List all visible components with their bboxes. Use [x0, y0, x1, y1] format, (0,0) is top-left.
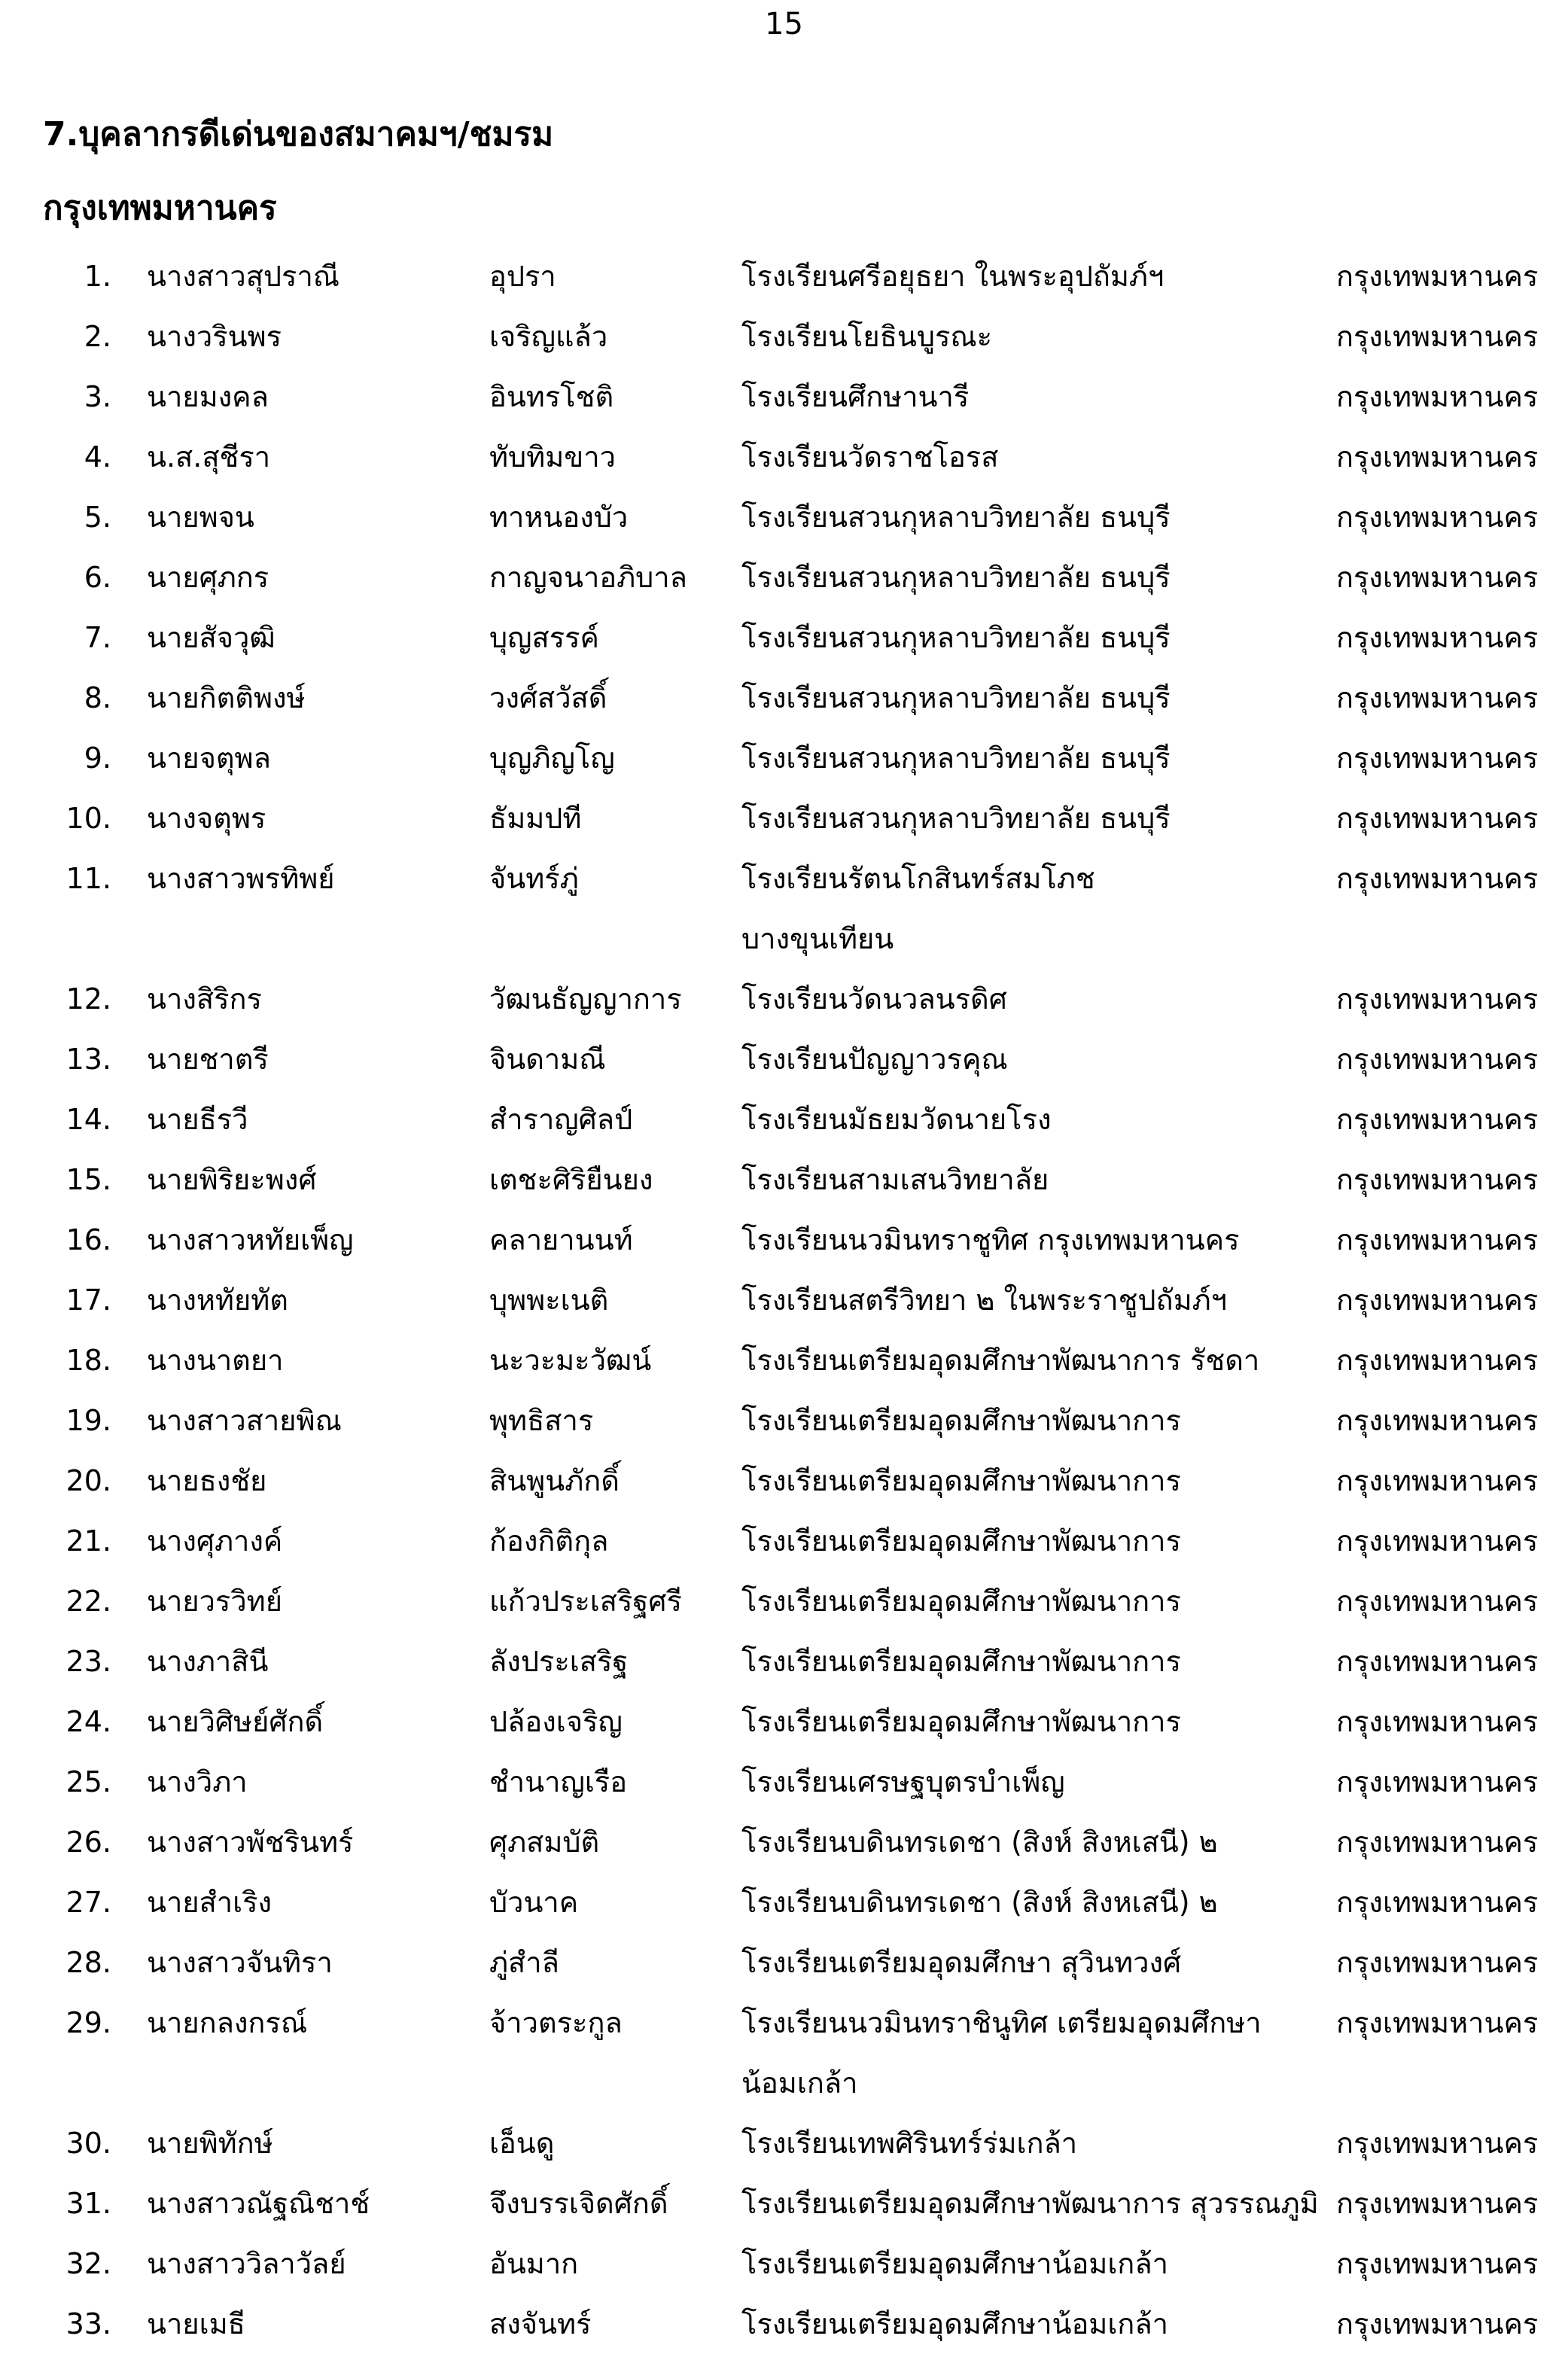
- school-name-line1: โรงเรียนบดินทรเดชา (สิงห์ สิงหเสนี) ๒: [741, 1826, 1218, 1859]
- cell-province: กรุงเทพมหานคร: [1336, 621, 1539, 654]
- school-name-line1: โรงเรียนเตรียมอุดมศึกษา สุวินทวงศ์: [741, 1946, 1182, 1979]
- cell-school: [741, 1571, 1336, 1631]
- cell-first-name: นางสิริกร: [147, 982, 262, 1016]
- cell-school: [741, 788, 1336, 848]
- cell-row-number: 26.: [65, 1826, 111, 1859]
- region-heading: กรุงเทพมหานคร: [43, 189, 277, 227]
- cell-last-name: อินทรโชติ: [489, 380, 614, 413]
- school-name-line1: โรงเรียนศึกษานารี: [741, 380, 970, 413]
- cell-last-name: บุญภิญโญ: [489, 742, 615, 775]
- cell-first-name: น.ส.สุชีรา: [147, 440, 271, 474]
- page-number: 15: [765, 7, 803, 41]
- cell-row-number: 21.: [65, 1524, 111, 1558]
- cell-last-name: ทับทิมขาว: [489, 440, 616, 474]
- cell-row-number: 1.: [84, 260, 111, 293]
- cell-last-name: ภู่สำลี: [489, 1946, 559, 1979]
- cell-first-name: นายพจน: [147, 501, 254, 534]
- cell-first-name: นางสาวณัฐณิชาช์: [147, 2187, 370, 2220]
- cell-province: กรุงเทพมหานคร: [1336, 380, 1539, 413]
- cell-school: [741, 1029, 1336, 1089]
- cell-first-name: นายกลงกรณ์: [147, 2006, 308, 2039]
- table-row: [0, 608, 1568, 668]
- cell-row-number: 29.: [65, 2006, 111, 2039]
- cell-first-name: นางสาวพัชรินทร์: [147, 1826, 354, 1859]
- cell-row-number: 11.: [65, 862, 111, 895]
- cell-first-name: นายสำเริง: [147, 1886, 272, 1919]
- cell-row-number: 15.: [65, 1163, 111, 1196]
- cell-first-name: นายพิริยะพงศ์: [147, 1163, 317, 1196]
- cell-first-name: นายศุภกร: [147, 561, 269, 594]
- cell-last-name: คลายานนท์: [489, 1223, 633, 1256]
- cell-first-name: นางวิภา: [147, 1765, 248, 1798]
- school-name-line1: โรงเรียนเตรียมอุดมศึกษาพัฒนาการ สุวรรณภูมิ: [741, 2187, 1319, 2220]
- cell-first-name: นายเมธี: [147, 2307, 245, 2340]
- cell-last-name: ทาหนองบัว: [489, 501, 629, 534]
- school-name-line1: โรงเรียนศรีอยุธยา ในพระอุปถัมภ์ฯ: [741, 260, 1165, 293]
- school-name-line1: โรงเรียนเตรียมอุดมศึกษาพัฒนาการ: [741, 1705, 1181, 1738]
- cell-school: [741, 1511, 1336, 1571]
- cell-province: กรุงเทพมหานคร: [1336, 862, 1539, 895]
- table-row: [0, 1390, 1568, 1451]
- cell-province: กรุงเทพมหานคร: [1336, 742, 1539, 775]
- table-row: [0, 487, 1568, 547]
- cell-row-number: 24.: [65, 1705, 111, 1738]
- cell-province: กรุงเทพมหานคร: [1336, 1585, 1539, 1618]
- cell-last-name: วัฒนธัญญาการ: [489, 982, 682, 1016]
- cell-row-number: 18.: [65, 1344, 111, 1377]
- cell-row-number: 4.: [84, 440, 111, 474]
- cell-province: กรุงเทพมหานคร: [1336, 1284, 1539, 1317]
- table-row: [0, 427, 1568, 487]
- table-row: [0, 1210, 1568, 1270]
- cell-row-number: 30.: [65, 2127, 111, 2160]
- table-row: [0, 1872, 1568, 1932]
- school-name-line1: โรงเรียนวัดนวลนรดิศ: [741, 982, 1007, 1016]
- cell-first-name: นายชาตรี: [147, 1043, 269, 1076]
- table-row: [0, 2294, 1568, 2354]
- cell-first-name: นางจตุพร: [147, 802, 266, 835]
- school-name-line1: โรงเรียนเตรียมอุดมศึกษาพัฒนาการ: [741, 1585, 1181, 1618]
- table-row: [0, 547, 1568, 608]
- cell-school: [741, 306, 1336, 367]
- school-name-line1: โรงเรียนปัญญาวรคุณ: [741, 1043, 1008, 1076]
- cell-province: กรุงเทพมหานคร: [1336, 1163, 1539, 1196]
- table-row: [0, 1089, 1568, 1150]
- cell-row-number: 27.: [65, 1886, 111, 1919]
- cell-school: [741, 2234, 1336, 2294]
- cell-school: [741, 1150, 1336, 1210]
- table-row: [0, 728, 1568, 788]
- cell-province: กรุงเทพมหานคร: [1336, 982, 1539, 1016]
- cell-row-number: 19.: [65, 1404, 111, 1437]
- cell-last-name: พุทธิสาร: [489, 1404, 594, 1437]
- cell-province: กรุงเทพมหานคร: [1336, 2187, 1539, 2220]
- school-name-line1: โรงเรียนสตรีวิทยา ๒ ในพระราชูปถัมภ์ฯ: [741, 1284, 1227, 1317]
- cell-last-name: แก้วประเสริฐศรี: [489, 1585, 682, 1618]
- cell-row-number: 16.: [65, 1223, 111, 1256]
- cell-row-number: 23.: [65, 1645, 111, 1678]
- school-name-line1: โรงเรียนเศรษฐบุตรบำเพ็ญ: [741, 1765, 1065, 1798]
- cell-first-name: นางหทัยทัต: [147, 1284, 288, 1317]
- cell-school: [741, 427, 1336, 487]
- cell-school: [741, 1932, 1336, 1993]
- table-row: [0, 1932, 1568, 1993]
- cell-school: [741, 1812, 1336, 1872]
- cell-row-number: 9.: [84, 742, 111, 775]
- personnel-table: [0, 246, 1568, 2354]
- cell-first-name: นายวิศิษย์ศักดิ์: [147, 1705, 324, 1738]
- cell-first-name: นายธีรวี: [147, 1103, 248, 1136]
- school-name-line1: โรงเรียนสามเสนวิทยาลัย: [741, 1163, 1049, 1196]
- cell-first-name: นางสาวหทัยเพ็ญ: [147, 1223, 354, 1256]
- cell-first-name: นางนาตยา: [147, 1344, 284, 1377]
- cell-first-name: นางสาวพรทิพย์: [147, 862, 335, 895]
- table-row: [0, 2234, 1568, 2294]
- cell-school: [741, 608, 1336, 668]
- cell-last-name: จินดามณี: [489, 1043, 606, 1076]
- cell-last-name: บัวนาค: [489, 1886, 579, 1919]
- cell-province: กรุงเทพมหานคร: [1336, 1826, 1539, 1859]
- table-row: [0, 2173, 1568, 2234]
- cell-school: [741, 1089, 1336, 1150]
- school-name-line1: โรงเรียนรัตนโกสินทร์สมโภช: [741, 862, 1095, 895]
- school-name-line1: โรงเรียนโยธินบูรณะ: [741, 320, 993, 353]
- table-row: [0, 1029, 1568, 1089]
- cell-first-name: นายสัจวุฒิ: [147, 621, 276, 654]
- cell-school: [741, 1631, 1336, 1692]
- cell-province: กรุงเทพมหานคร: [1336, 1946, 1539, 1979]
- cell-province: กรุงเทพมหานคร: [1336, 1705, 1539, 1738]
- cell-last-name: ศุภสมบัติ: [489, 1826, 600, 1859]
- cell-school: [741, 2294, 1336, 2354]
- cell-province: กรุงเทพมหานคร: [1336, 2247, 1539, 2280]
- cell-province: กรุงเทพมหานคร: [1336, 440, 1539, 474]
- cell-row-number: 31.: [65, 2187, 111, 2220]
- school-name-line1: โรงเรียนเตรียมอุดมศึกษาพัฒนาการ รัชดา: [741, 1344, 1260, 1377]
- cell-first-name: นางสาววิลาวัลย์: [147, 2247, 346, 2280]
- cell-province: กรุงเทพมหานคร: [1336, 1344, 1539, 1377]
- cell-last-name: ธัมมปที: [489, 802, 582, 835]
- school-name-line1: โรงเรียนเตรียมอุดมศึกษาพัฒนาการ: [741, 1404, 1181, 1437]
- cell-first-name: นางสาวสุปราณี: [147, 260, 340, 293]
- table-row: [0, 1511, 1568, 1571]
- cell-province: กรุงเทพมหานคร: [1336, 1886, 1539, 1919]
- cell-row-number: 20.: [65, 1464, 111, 1497]
- cell-first-name: นายพิทักษ์: [147, 2127, 273, 2160]
- cell-row-number: 32.: [65, 2247, 111, 2280]
- cell-last-name: ก้องกิติกุล: [489, 1524, 609, 1558]
- table-row: [0, 788, 1568, 848]
- cell-last-name: เจริญแล้ว: [489, 320, 608, 353]
- cell-first-name: นางสาวจันทิรา: [147, 1946, 333, 1979]
- school-name-line1: โรงเรียนสวนกุหลาบวิทยาลัย ธนบุรี: [741, 621, 1171, 654]
- school-name-line1: โรงเรียนเตรียมอุดมศึกษาพัฒนาการ: [741, 1524, 1181, 1558]
- school-name-line1: โรงเรียนเทพศิรินทร์ร่มเกล้า: [741, 2127, 1078, 2160]
- school-name-line1: โรงเรียนสวนกุหลาบวิทยาลัย ธนบุรี: [741, 561, 1171, 594]
- cell-row-number: 3.: [84, 380, 111, 413]
- cell-last-name: สำราญศิลป์: [489, 1103, 633, 1136]
- cell-last-name: จันทร์ภู่: [489, 862, 579, 895]
- table-row: [0, 668, 1568, 728]
- school-name-line1: โรงเรียนวัดราชโอรส: [741, 440, 999, 474]
- cell-row-number: 33.: [65, 2307, 111, 2340]
- table-row: [0, 1752, 1568, 1812]
- cell-school: [741, 969, 1336, 1029]
- school-name-line1: โรงเรียนมัธยมวัดนายโรง: [741, 1103, 1052, 1136]
- school-name-line2: น้อมเกล้า: [741, 2066, 858, 2100]
- cell-school: [741, 1872, 1336, 1932]
- table-row: [0, 2113, 1568, 2173]
- cell-first-name: นางสาวสายพิณ: [147, 1404, 342, 1437]
- cell-school: [741, 1993, 1336, 2113]
- cell-row-number: 10.: [65, 802, 111, 835]
- cell-first-name: นายมงคล: [147, 380, 269, 413]
- cell-row-number: 8.: [84, 681, 111, 714]
- cell-province: กรุงเทพมหานคร: [1336, 320, 1539, 353]
- cell-row-number: 22.: [65, 1585, 111, 1618]
- school-name-line1: โรงเรียนบดินทรเดชา (สิงห์ สิงหเสนี) ๒: [741, 1886, 1218, 1919]
- cell-last-name: เอ็นดู: [489, 2127, 555, 2160]
- cell-school: [741, 1270, 1336, 1330]
- cell-province: กรุงเทพมหานคร: [1336, 802, 1539, 835]
- school-name-line1: โรงเรียนเตรียมอุดมศึกษาพัฒนาการ: [741, 1464, 1181, 1497]
- cell-school: [741, 728, 1336, 788]
- cell-province: กรุงเทพมหานคร: [1336, 501, 1539, 534]
- cell-row-number: 12.: [65, 982, 111, 1016]
- table-row: [0, 1812, 1568, 1872]
- cell-row-number: 25.: [65, 1765, 111, 1798]
- cell-last-name: ชำนาญเรือ: [489, 1765, 628, 1798]
- cell-last-name: บุพพะเนติ: [489, 1284, 609, 1317]
- table-row: [0, 1571, 1568, 1631]
- cell-province: กรุงเทพมหานคร: [1336, 681, 1539, 714]
- cell-last-name: จ้าวตระกูล: [489, 2006, 623, 2039]
- cell-province: กรุงเทพมหานคร: [1336, 1524, 1539, 1558]
- cell-school: [741, 848, 1336, 969]
- cell-last-name: ลังประเสริฐ: [489, 1645, 629, 1678]
- school-name-line1: โรงเรียนสวนกุหลาบวิทยาลัย ธนบุรี: [741, 501, 1171, 534]
- cell-last-name: อุปรา: [489, 260, 556, 293]
- cell-last-name: บุญสรรค์: [489, 621, 599, 654]
- cell-first-name: นางภาสินี: [147, 1645, 269, 1678]
- cell-school: [741, 2113, 1336, 2173]
- cell-last-name: เตชะศิริยืนยง: [489, 1163, 653, 1196]
- school-name-line1: โรงเรียนนวมินทราชูทิศ กรุงเทพมหานคร: [741, 1223, 1240, 1256]
- cell-province: กรุงเทพมหานคร: [1336, 561, 1539, 594]
- cell-row-number: 5.: [84, 501, 111, 534]
- cell-school: [741, 367, 1336, 427]
- cell-province: กรุงเทพมหานคร: [1336, 1103, 1539, 1136]
- table-row: [0, 969, 1568, 1029]
- cell-first-name: นายกิตติพงษ์: [147, 681, 306, 714]
- cell-last-name: สินพูนภักดิ์: [489, 1464, 620, 1497]
- table-row: [0, 246, 1568, 306]
- table-row: [0, 1451, 1568, 1511]
- cell-row-number: 14.: [65, 1103, 111, 1136]
- cell-school: [741, 1330, 1336, 1390]
- table-row: [0, 1330, 1568, 1390]
- school-name-line1: โรงเรียนเตรียมอุดมศึกษาพัฒนาการ: [741, 1645, 1181, 1678]
- cell-last-name: วงศ์สวัสดิ์: [489, 681, 607, 714]
- cell-province: กรุงเทพมหานคร: [1336, 1765, 1539, 1798]
- table-row: [0, 367, 1568, 427]
- cell-row-number: 7.: [84, 621, 111, 654]
- cell-first-name: นายวรวิทย์: [147, 1585, 282, 1618]
- cell-last-name: อันมาก: [489, 2247, 579, 2280]
- cell-school: [741, 246, 1336, 306]
- cell-first-name: นางศุภางค์: [147, 1524, 283, 1558]
- school-name-line1: โรงเรียนเตรียมอุดมศึกษาน้อมเกล้า: [741, 2247, 1168, 2280]
- cell-school: [741, 1390, 1336, 1451]
- cell-first-name: นางวรินพร: [147, 320, 282, 353]
- cell-province: กรุงเทพมหานคร: [1336, 260, 1539, 293]
- cell-school: [741, 1210, 1336, 1270]
- cell-school: [741, 1692, 1336, 1752]
- school-name-line1: โรงเรียนเตรียมอุดมศึกษาน้อมเกล้า: [741, 2307, 1168, 2340]
- cell-school: [741, 2173, 1336, 2234]
- cell-last-name: กาญจนาอภิบาล: [489, 561, 687, 594]
- cell-row-number: 6.: [84, 561, 111, 594]
- table-row: [0, 1631, 1568, 1692]
- page-title: 7.บุคลากรดีเด่นของสมาคมฯ/ชมรม: [43, 115, 554, 154]
- cell-province: กรุงเทพมหานคร: [1336, 1404, 1539, 1437]
- cell-row-number: 2.: [84, 320, 111, 353]
- school-name-line1: โรงเรียนนวมินทราชินูทิศ เตรียมอุดมศึกษา: [741, 2006, 1262, 2039]
- school-name-line1: โรงเรียนสวนกุหลาบวิทยาลัย ธนบุรี: [741, 681, 1171, 714]
- cell-school: [741, 1752, 1336, 1812]
- school-name-line1: โรงเรียนสวนกุหลาบวิทยาลัย ธนบุรี: [741, 802, 1171, 835]
- cell-last-name: สงจันทร์: [489, 2307, 592, 2340]
- school-name-line1: โรงเรียนสวนกุหลาบวิทยาลัย ธนบุรี: [741, 742, 1171, 775]
- cell-province: กรุงเทพมหานคร: [1336, 2127, 1539, 2160]
- school-name-line2: บางขุนเทียน: [741, 922, 894, 955]
- cell-province: กรุงเทพมหานคร: [1336, 2307, 1539, 2340]
- table-row: [0, 1150, 1568, 1210]
- cell-province: กรุงเทพมหานคร: [1336, 1043, 1539, 1076]
- table-row: [0, 848, 1568, 969]
- cell-school: [741, 1451, 1336, 1511]
- cell-school: [741, 487, 1336, 547]
- cell-last-name: ปล้องเจริญ: [489, 1705, 623, 1738]
- cell-row-number: 28.: [65, 1946, 111, 1979]
- cell-school: [741, 668, 1336, 728]
- cell-row-number: 17.: [65, 1284, 111, 1317]
- cell-row-number: 13.: [65, 1043, 111, 1076]
- cell-province: กรุงเทพมหานคร: [1336, 1223, 1539, 1256]
- cell-first-name: นายธงชัย: [147, 1464, 267, 1497]
- table-row: [0, 306, 1568, 367]
- cell-province: กรุงเทพมหานคร: [1336, 1645, 1539, 1678]
- cell-province: กรุงเทพมหานคร: [1336, 2006, 1539, 2039]
- cell-last-name: จึงบรรเจิดศักดิ์: [489, 2187, 668, 2220]
- cell-last-name: นะวะมะวัฒน์: [489, 1344, 652, 1377]
- table-row: [0, 1692, 1568, 1752]
- table-row: [0, 1993, 1568, 2113]
- cell-school: [741, 547, 1336, 608]
- table-row: [0, 1270, 1568, 1330]
- cell-first-name: นายจตุพล: [147, 742, 271, 775]
- cell-province: กรุงเทพมหานคร: [1336, 1464, 1539, 1497]
